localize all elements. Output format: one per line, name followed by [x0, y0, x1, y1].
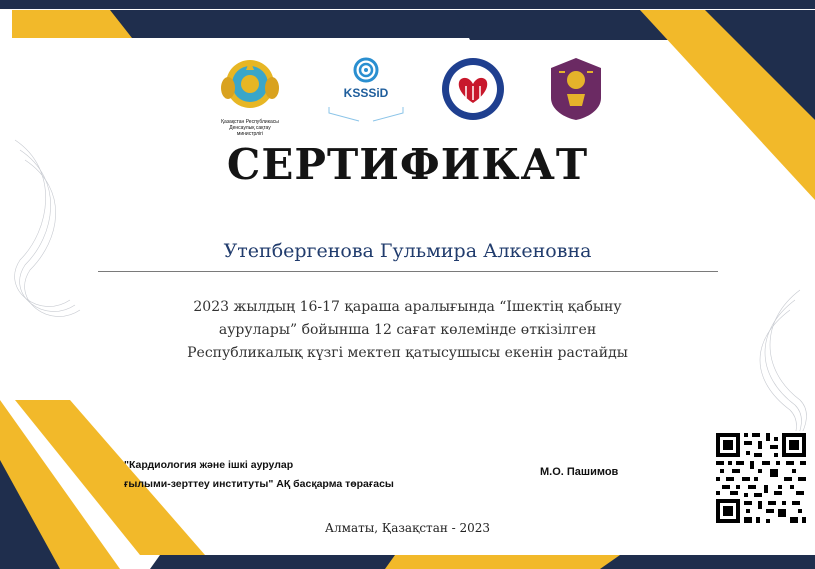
kazakhstan-emblem-icon	[210, 56, 290, 114]
ksssid-label: KSSSiD	[343, 86, 389, 100]
certificate-title: СЕРТИФИКАТ	[226, 140, 589, 189]
issuing-organization	[124, 456, 394, 494]
body-line-2: аурулары” бойынша 12 сағат көлемінде өткізілген	[218, 322, 597, 338]
society-seal-icon	[440, 56, 506, 122]
org-line-1: "Кардиология және ішкі аурулар	[124, 459, 294, 471]
name-underline	[98, 271, 718, 272]
recipient-name: Утепбергенова Гульмира Алкеновна	[223, 240, 592, 262]
ministry-logo	[210, 56, 290, 136]
signer-name: М.О. Пашимов	[540, 466, 619, 478]
society-logo	[440, 56, 506, 122]
ministry-caption-2: Денсаулық сақтау	[229, 125, 271, 131]
university-logo	[549, 58, 603, 120]
certificate-body	[150, 296, 665, 365]
body-line-1: 2023 жылдың 16-17 қараша аралығында “Ішектің қабыну	[193, 299, 622, 315]
university-crest-icon	[549, 58, 603, 120]
ksssid-logo	[325, 55, 407, 125]
org-line-2: ғылыми-зерттеу институты" АҚ басқарма төрағасы	[124, 478, 394, 490]
qr-code-icon	[714, 431, 808, 525]
place-date: Алматы, Қазақстан - 2023	[324, 521, 491, 535]
body-line-3: Республикалық күзгі мектеп қатысушысы екенін растайды	[187, 345, 628, 361]
ministry-caption-1: Қазақстан Республикасы	[221, 119, 279, 125]
ministry-caption-3: министрлігі	[236, 131, 264, 137]
